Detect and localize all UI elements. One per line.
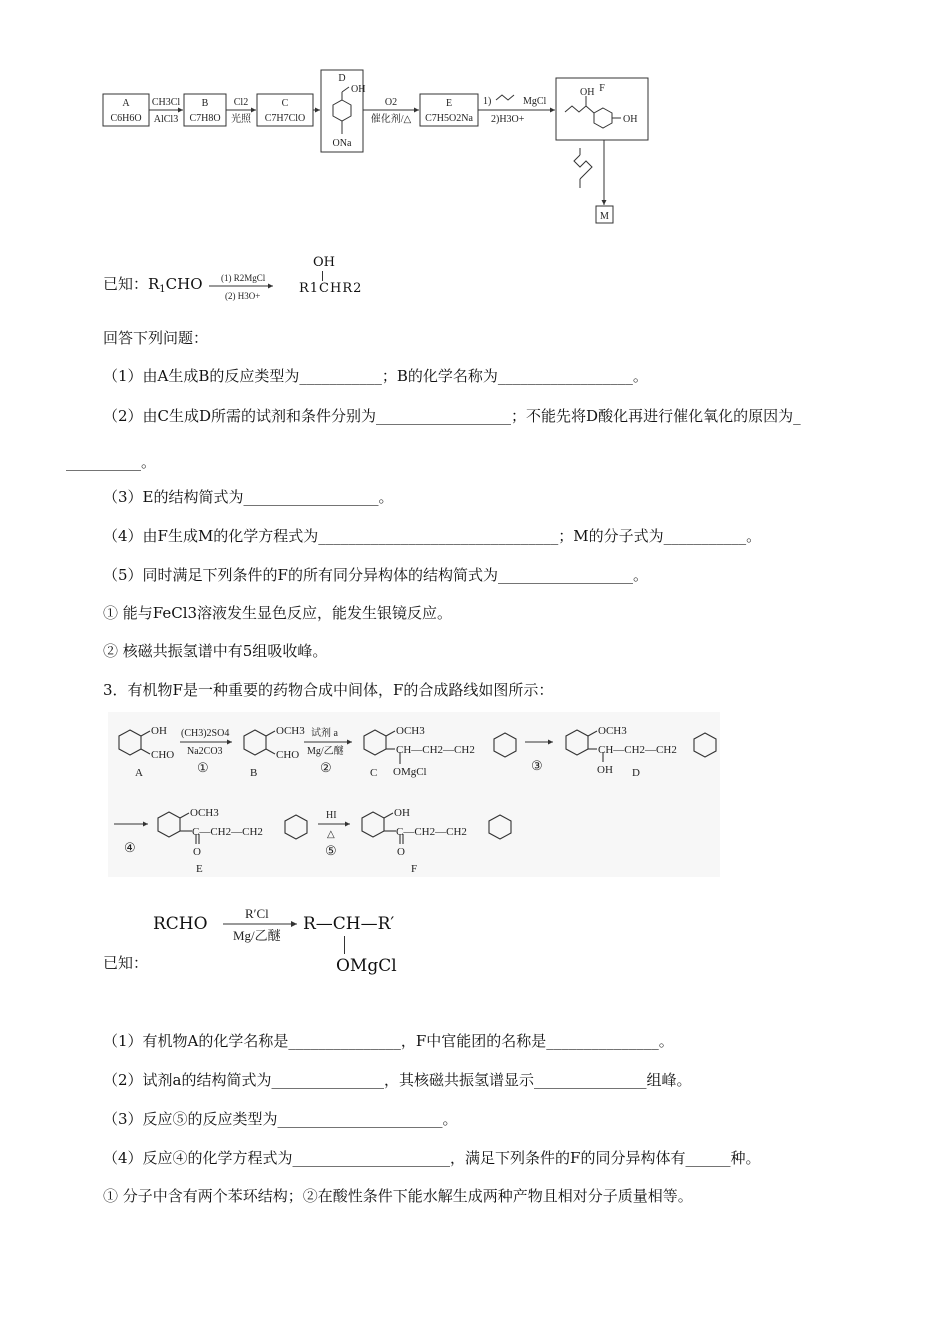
s2-C-och3: OCH3 bbox=[396, 725, 425, 737]
E-label: E bbox=[445, 98, 453, 109]
s2-D-och3: OCH3 bbox=[598, 725, 627, 737]
known-2-product-sub: OMgCl bbox=[336, 956, 397, 976]
s2-B-och3: OCH3 bbox=[276, 725, 305, 737]
s2-C-chain: CH—CH2—CH2 bbox=[396, 744, 475, 756]
bc-reagent-top: Cl2 bbox=[233, 97, 249, 108]
s2-D-chain: CH—CH2—CH2 bbox=[598, 744, 677, 756]
q1-cond-2: ② 核磁共振氢谱中有5组吸收峰。 bbox=[103, 642, 328, 660]
s2-r5-num: ⑤ bbox=[325, 843, 337, 858]
ef-reagent-top: 1) bbox=[483, 96, 492, 107]
q3-item-1: （1）有机物A的化学名称是_______________，F中官能团的名称是_______________。 bbox=[103, 1032, 674, 1050]
known-2-prefix: 已知： bbox=[103, 954, 149, 972]
q3-conditions: ① 分子中含有两个苯环结构；②在酸性条件下能水解生成两种产物且相对分子质量相等。 bbox=[103, 1187, 693, 1205]
q3-title: 3．有机物F是一种重要的药物合成中间体，F的合成路线如图所示： bbox=[103, 681, 554, 699]
bc-reagent-bottom: 光照 bbox=[231, 114, 251, 125]
known-1-cond-top: (1) R2MgCl bbox=[221, 273, 266, 283]
s2-E-och3: OCH3 bbox=[190, 807, 219, 819]
A-formula: C6H6O bbox=[110, 113, 142, 124]
q1-item-5: （5）同时满足下列条件的F的所有同分异构体的结构简式为__________________。 bbox=[103, 566, 648, 584]
s2-F-label: F bbox=[411, 863, 418, 875]
q1-item-2: （2）由C生成D所需的试剂和条件分别为__________________；不能先将D酸化再进行催化氧化的原因为_ bbox=[103, 407, 801, 425]
known-reaction-2 bbox=[103, 900, 433, 985]
E-formula: C7H5O2Na bbox=[425, 113, 473, 124]
de-reagent-bottom: 催化剂/△ bbox=[370, 114, 412, 125]
ef-reagent-name: MgCl bbox=[523, 96, 547, 107]
s2-r2-num: ② bbox=[320, 760, 332, 775]
F-oh-1: OH bbox=[580, 87, 595, 98]
s2-A-oh: OH bbox=[151, 725, 167, 737]
B-formula: C7H8O bbox=[189, 113, 221, 124]
q1-item-2-cont: __________。 bbox=[66, 453, 157, 471]
known-1-reactant bbox=[103, 273, 203, 295]
known-reaction-1 bbox=[103, 255, 383, 305]
s2-r3-num: ③ bbox=[531, 758, 543, 773]
known-1-arrow bbox=[207, 269, 277, 303]
s2-r1-bottom: Na2CO3 bbox=[187, 746, 223, 757]
s2-r5-bottom: △ bbox=[327, 829, 335, 840]
known-2-arrow bbox=[221, 902, 301, 946]
known-1-cho: CHO bbox=[165, 275, 203, 293]
s2-F-o: O bbox=[397, 846, 405, 858]
s2-B-cho: CHO bbox=[276, 749, 300, 761]
s2-r1-num: ① bbox=[197, 760, 209, 775]
s2-B-label: B bbox=[250, 767, 258, 779]
A-label: A bbox=[122, 98, 130, 109]
s2-D-oh: OH bbox=[597, 764, 613, 776]
known-2-product: R—CH—R′ bbox=[303, 914, 395, 934]
s2-r2-top: 试剂 a bbox=[311, 728, 338, 739]
s2-E-chain: C—CH2—CH2 bbox=[192, 826, 263, 838]
known-2-bond bbox=[344, 936, 345, 954]
s2-A-cho: CHO bbox=[151, 749, 175, 761]
s2-r1-top: (CH3)2SO4 bbox=[181, 728, 230, 739]
D-label: D bbox=[338, 73, 346, 84]
known-1-prefix: 已知：R bbox=[103, 275, 160, 293]
ab-reagent-top: CH3Cl bbox=[151, 97, 181, 108]
B-label: B bbox=[201, 98, 209, 109]
de-reagent-top: O2 bbox=[384, 97, 398, 108]
known-2-reactant: RCHO bbox=[153, 914, 208, 934]
s2-C-omgcl: OMgCl bbox=[393, 766, 427, 778]
s2-r4-num: ④ bbox=[124, 840, 136, 855]
known-2-cond-bottom: Mg/乙醚 bbox=[233, 928, 281, 943]
D-ona: ONa bbox=[332, 138, 352, 149]
known-1-cond-bottom: (2) H3O+ bbox=[225, 291, 261, 301]
known-1-bond bbox=[322, 271, 323, 281]
C-formula: C7H7ClO bbox=[264, 113, 306, 124]
synthesis-scheme-1 bbox=[95, 60, 655, 230]
q1-intro: 回答下列问题： bbox=[103, 329, 209, 347]
M-label: M bbox=[600, 211, 609, 222]
s2-D-label: D bbox=[632, 767, 640, 779]
known-2-cond-top: R′Cl bbox=[245, 906, 269, 921]
known-1-sub: 1 bbox=[159, 284, 166, 295]
s2-A-label: A bbox=[135, 767, 143, 779]
s2-E-label: E bbox=[196, 863, 203, 875]
s2-C-label: C bbox=[370, 767, 378, 779]
q3-item-3: （3）反应⑤的反应类型为______________________。 bbox=[103, 1110, 458, 1128]
s2-F-oh: OH bbox=[394, 807, 410, 819]
q1-item-4: （4）由F生成M的化学方程式为________________________________；M的分子式为___________。 bbox=[103, 527, 762, 545]
D-oh: OH bbox=[351, 84, 366, 95]
s2-F-chain: C—CH2—CH2 bbox=[396, 826, 467, 838]
s2-r5-top: HI bbox=[326, 810, 337, 821]
q3-item-4: （4）反应④的化学方程式为_____________________，满足下列条件的F的同分异构体有______种。 bbox=[103, 1149, 761, 1167]
known-1-product: R1CHR2 bbox=[299, 281, 363, 296]
q1-item-1: （1）由A生成B的反应类型为___________；B的化学名称为__________________。 bbox=[103, 367, 648, 385]
ef-reagent-bottom: 2)H3O+ bbox=[491, 114, 525, 125]
synthesis-scheme-2 bbox=[108, 712, 720, 877]
ab-reagent-bottom: AlCl3 bbox=[153, 114, 179, 125]
F-label: F bbox=[599, 83, 605, 94]
q3-item-2: （2）试剂a的结构简式为_______________，其核磁共振氢谱显示_______________组峰。 bbox=[103, 1071, 692, 1089]
q1-cond-1: ① 能与FeCl3溶液发生显色反应，能发生银镜反应。 bbox=[103, 604, 453, 622]
q1-item-3: （3）E的结构简式为__________________。 bbox=[103, 488, 394, 506]
s2-E-o: O bbox=[193, 846, 201, 858]
known-1-product-oh: OH bbox=[313, 255, 335, 270]
F-oh-2: OH bbox=[623, 114, 638, 125]
C-label: C bbox=[281, 98, 289, 109]
s2-r2-bottom: Mg/乙醚 bbox=[307, 746, 344, 757]
